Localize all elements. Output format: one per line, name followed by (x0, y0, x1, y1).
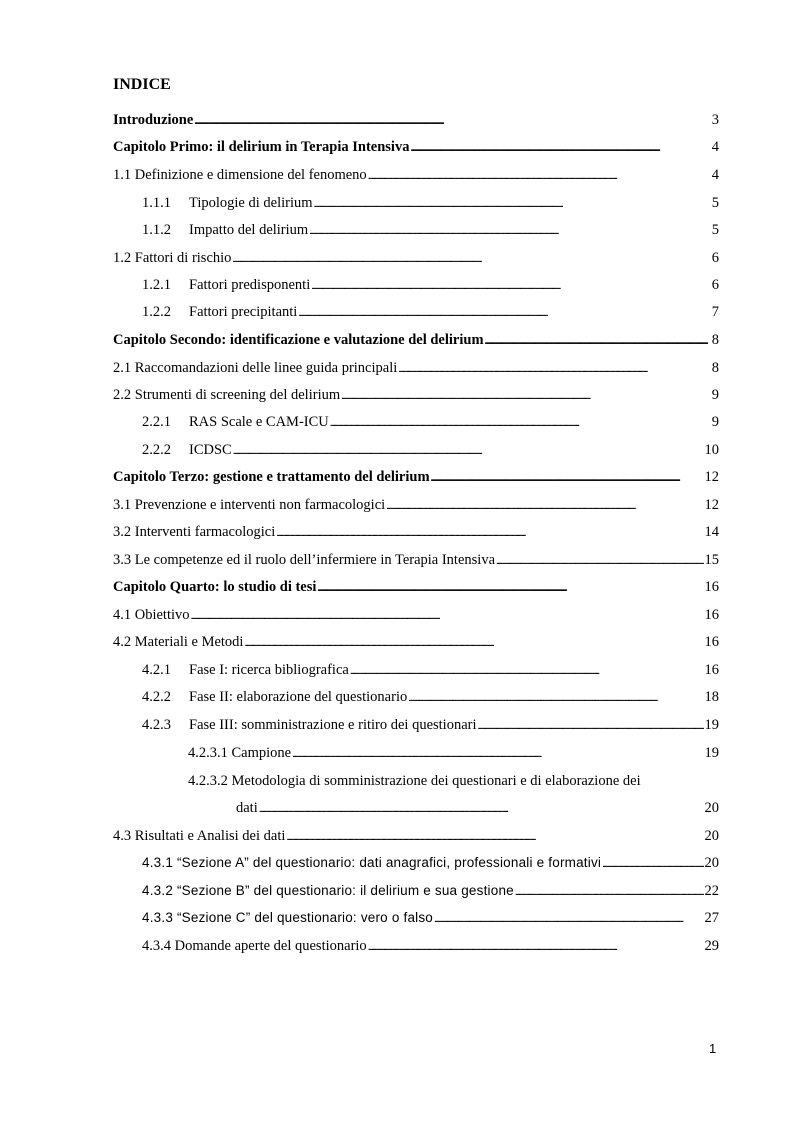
page-number: 1 (709, 1041, 717, 1056)
toc-entry-label: 3.2 Interventi farmacologici (113, 524, 276, 540)
toc-entry-label: 4.3.4 Domande aperte del questionario (142, 938, 367, 954)
toc-entry-page: 12 (704, 497, 719, 513)
toc-leader-dots (478, 716, 704, 736)
toc-entry-4-2-2[interactable] (142, 687, 719, 708)
toc-entry-page: 19 (704, 745, 719, 761)
toc-entry-number: 2.2.1 (142, 414, 171, 430)
toc-entry-label: Fattori predisponenti (189, 277, 311, 293)
toc-entry-page: 16 (704, 634, 719, 650)
toc-entry-page: 7 (711, 304, 719, 320)
toc-leader-dots (434, 909, 703, 929)
toc-entry-capitolo-quarto[interactable] (113, 577, 719, 598)
toc-entry-page: 8 (711, 360, 719, 376)
toc-entry-4-2-3-2-line1[interactable]: 4.2.3.2 Metodologia di somministrazione dei questionari e di elaborazione dei (188, 773, 641, 789)
toc-entry-number: 1.1.2 (142, 222, 171, 238)
toc-entry-3-1[interactable] (113, 495, 719, 516)
toc-entry-4-2-3-1[interactable] (188, 743, 719, 764)
toc-leader-dots (311, 276, 708, 296)
toc-entry-1-1-1[interactable] (142, 193, 719, 214)
toc-entry-page: 8 (711, 332, 719, 348)
toc-entry-page: 12 (704, 469, 719, 485)
toc-entry-label: 4.3.2 “Sezione B” del questionario: il delirium e sua gestione (142, 883, 514, 898)
toc-entry-label: Impatto del delirium (189, 222, 309, 238)
toc-leader-dots (276, 523, 703, 543)
toc-entry-label: 2.1 Raccomandazioni delle linee guida principali (113, 360, 398, 376)
toc-leader-dots (244, 633, 703, 653)
toc-entry-introduzione[interactable] (113, 110, 719, 131)
toc-entry-number: 1.2.2 (142, 304, 171, 320)
toc-entry-page: 4 (711, 139, 719, 155)
toc-leader-dots (309, 221, 708, 241)
toc-entry-label: Fase III: somministrazione e ritiro dei questionari (189, 717, 477, 733)
toc-entry-1-1-2[interactable] (142, 220, 719, 241)
toc-leader-dots (314, 194, 708, 214)
toc-entry-4-2[interactable] (113, 632, 719, 653)
toc-leader-dots (368, 937, 704, 957)
toc-entry-label: 1.1 Definizione e dimensione del fenomeno (113, 167, 367, 183)
toc-entry-label: 3.3 Le competenze ed il ruolo dell’infermiere in Terapia Intensiva (113, 552, 496, 568)
toc-entry-label: 3.1 Prevenzione e interventi non farmacologici (113, 497, 386, 513)
toc-entry-4-3-3[interactable] (142, 908, 719, 929)
toc-entry-label: Capitolo Quarto: lo studio di tesi (113, 579, 317, 595)
toc-entry-label: 1.2 Fattori di rischio (113, 250, 232, 266)
toc-leader-dots (317, 578, 703, 598)
toc-entry-4-2-1[interactable] (142, 660, 719, 681)
toc-leader-dots (232, 249, 708, 269)
toc-entry-4-3[interactable] (113, 826, 719, 847)
toc-entry-page: 20 (704, 828, 719, 844)
toc-entry-page: 29 (704, 938, 719, 954)
toc-leader-dots (408, 688, 703, 708)
toc-leader-dots (485, 331, 708, 351)
toc-leader-dots (496, 551, 703, 571)
toc-entry-page: 22 (704, 883, 719, 899)
toc-leader-dots (259, 799, 704, 819)
toc-title: INDICE (113, 76, 171, 93)
toc-leader-dots (410, 138, 708, 158)
toc-entry-4-1[interactable] (113, 605, 719, 626)
toc-entry-4-3-2[interactable] (142, 881, 719, 902)
toc-entry-label: 4.2.3.1 Campione (188, 745, 292, 761)
toc-leader-dots (341, 386, 708, 406)
toc-leader-dots (368, 166, 708, 186)
toc-entry-label: Capitolo Terzo: gestione e trattamento del delirium (113, 469, 430, 485)
toc-entry-2-2[interactable] (113, 385, 719, 406)
toc-entry-page: 6 (711, 250, 719, 266)
toc-entry-number: 4.2.1 (142, 662, 171, 678)
toc-entry-page: 18 (704, 689, 719, 705)
toc-entry-4-2-3-2[interactable] (236, 798, 719, 819)
toc-entry-page: 4 (711, 167, 719, 183)
toc-entry-page: 3 (711, 112, 719, 128)
toc-entry-page: 20 (704, 800, 719, 816)
toc-entry-capitolo-terzo[interactable] (113, 467, 719, 488)
toc-entry-label: Fattori precipitanti (189, 304, 298, 320)
toc-entry-page: 5 (711, 222, 719, 238)
toc-leader-dots (292, 744, 703, 764)
toc-entry-2-2-2[interactable] (142, 440, 719, 461)
toc-entry-page: 5 (711, 195, 719, 211)
toc-entry-page: 9 (711, 387, 719, 403)
toc-leader-dots (298, 303, 708, 323)
toc-entry-1-1[interactable] (113, 165, 719, 186)
toc-entry-number: 4.2.3 (142, 717, 171, 733)
toc-entry-number: 4.2.2 (142, 689, 171, 705)
toc-entry-page: 16 (704, 579, 719, 595)
toc-entry-page: 16 (704, 662, 719, 678)
toc-leader-dots (386, 496, 703, 516)
toc-entry-number: 2.2.2 (142, 442, 171, 458)
toc-entry-label: 4.3.3 “Sezione C” del questionario: vero o falso (142, 910, 434, 925)
toc-entry-1-2-2[interactable] (142, 302, 719, 323)
toc-entry-label: 2.2 Strumenti di screening del delirium (113, 387, 341, 403)
toc-leader-dots (330, 413, 708, 433)
toc-entry-page: 27 (704, 910, 719, 926)
toc-entry-1-2[interactable] (113, 248, 719, 269)
toc-entry-number: 1.1.1 (142, 195, 171, 211)
toc-leader-dots (350, 661, 704, 681)
toc-entry-label: Capitolo Primo: il delirium in Terapia Intensiva (113, 139, 410, 155)
toc-entry-2-1[interactable] (113, 358, 719, 379)
toc-entry-2-2-1[interactable] (142, 412, 719, 433)
toc-entry-3-2[interactable] (113, 522, 719, 543)
toc-entry-page: 10 (704, 442, 719, 458)
toc-entry-label: 4.3 Risultati e Analisi dei dati (113, 828, 286, 844)
toc-entry-page: 15 (704, 552, 719, 568)
toc-entry-label: Capitolo Secondo: identificazione e valutazione del delirium (113, 332, 484, 348)
toc-entry-page: 14 (704, 524, 719, 540)
toc-entry-label: Tipologie di delirium (189, 195, 313, 211)
toc-entry-label: Fase II: elaborazione del questionario (189, 689, 408, 705)
toc-entry-label: 4.2 Materiali e Metodi (113, 634, 244, 650)
toc-entry-page: 16 (704, 607, 719, 623)
toc-entry-capitolo-secondo[interactable] (113, 330, 719, 351)
toc-entry-number: 1.2.1 (142, 277, 171, 293)
toc-entry-4-2-3[interactable] (142, 715, 719, 736)
toc-entry-label: Fase I: ricerca bibliografica (189, 662, 349, 678)
toc-entry-4-3-4[interactable] (142, 936, 719, 957)
toc-entry-page: 19 (704, 717, 719, 733)
toc-entry-4-3-1[interactable] (142, 853, 719, 874)
toc-leader-dots (194, 111, 708, 131)
toc-leader-dots (191, 606, 704, 626)
toc-leader-dots (286, 827, 703, 847)
toc-leader-dots (233, 441, 704, 461)
toc-entry-label: ICDSC (189, 442, 232, 458)
toc-entry-3-3[interactable] (113, 550, 719, 571)
toc-entry-page: 20 (704, 855, 719, 871)
toc-leader-dots (431, 468, 704, 488)
toc-entry-label: 4.1 Obiettivo (113, 607, 190, 623)
toc-entry-1-2-1[interactable] (142, 275, 719, 296)
toc-entry-label: RAS Scale e CAM-ICU (189, 414, 329, 430)
toc-leader-dots (398, 359, 708, 379)
toc-leader-dots (515, 882, 704, 902)
toc-entry-capitolo-primo[interactable] (113, 137, 719, 158)
toc-entry-label: Introduzione (113, 112, 194, 128)
toc-entry-label: dati (236, 800, 258, 816)
toc-entry-page: 6 (711, 277, 719, 293)
toc-entry-label: 4.3.1 “Sezione A” del questionario: dati anagrafici, professionali e formativi (142, 855, 602, 870)
toc-leader-dots (602, 854, 703, 874)
toc-entry-page: 9 (711, 414, 719, 430)
